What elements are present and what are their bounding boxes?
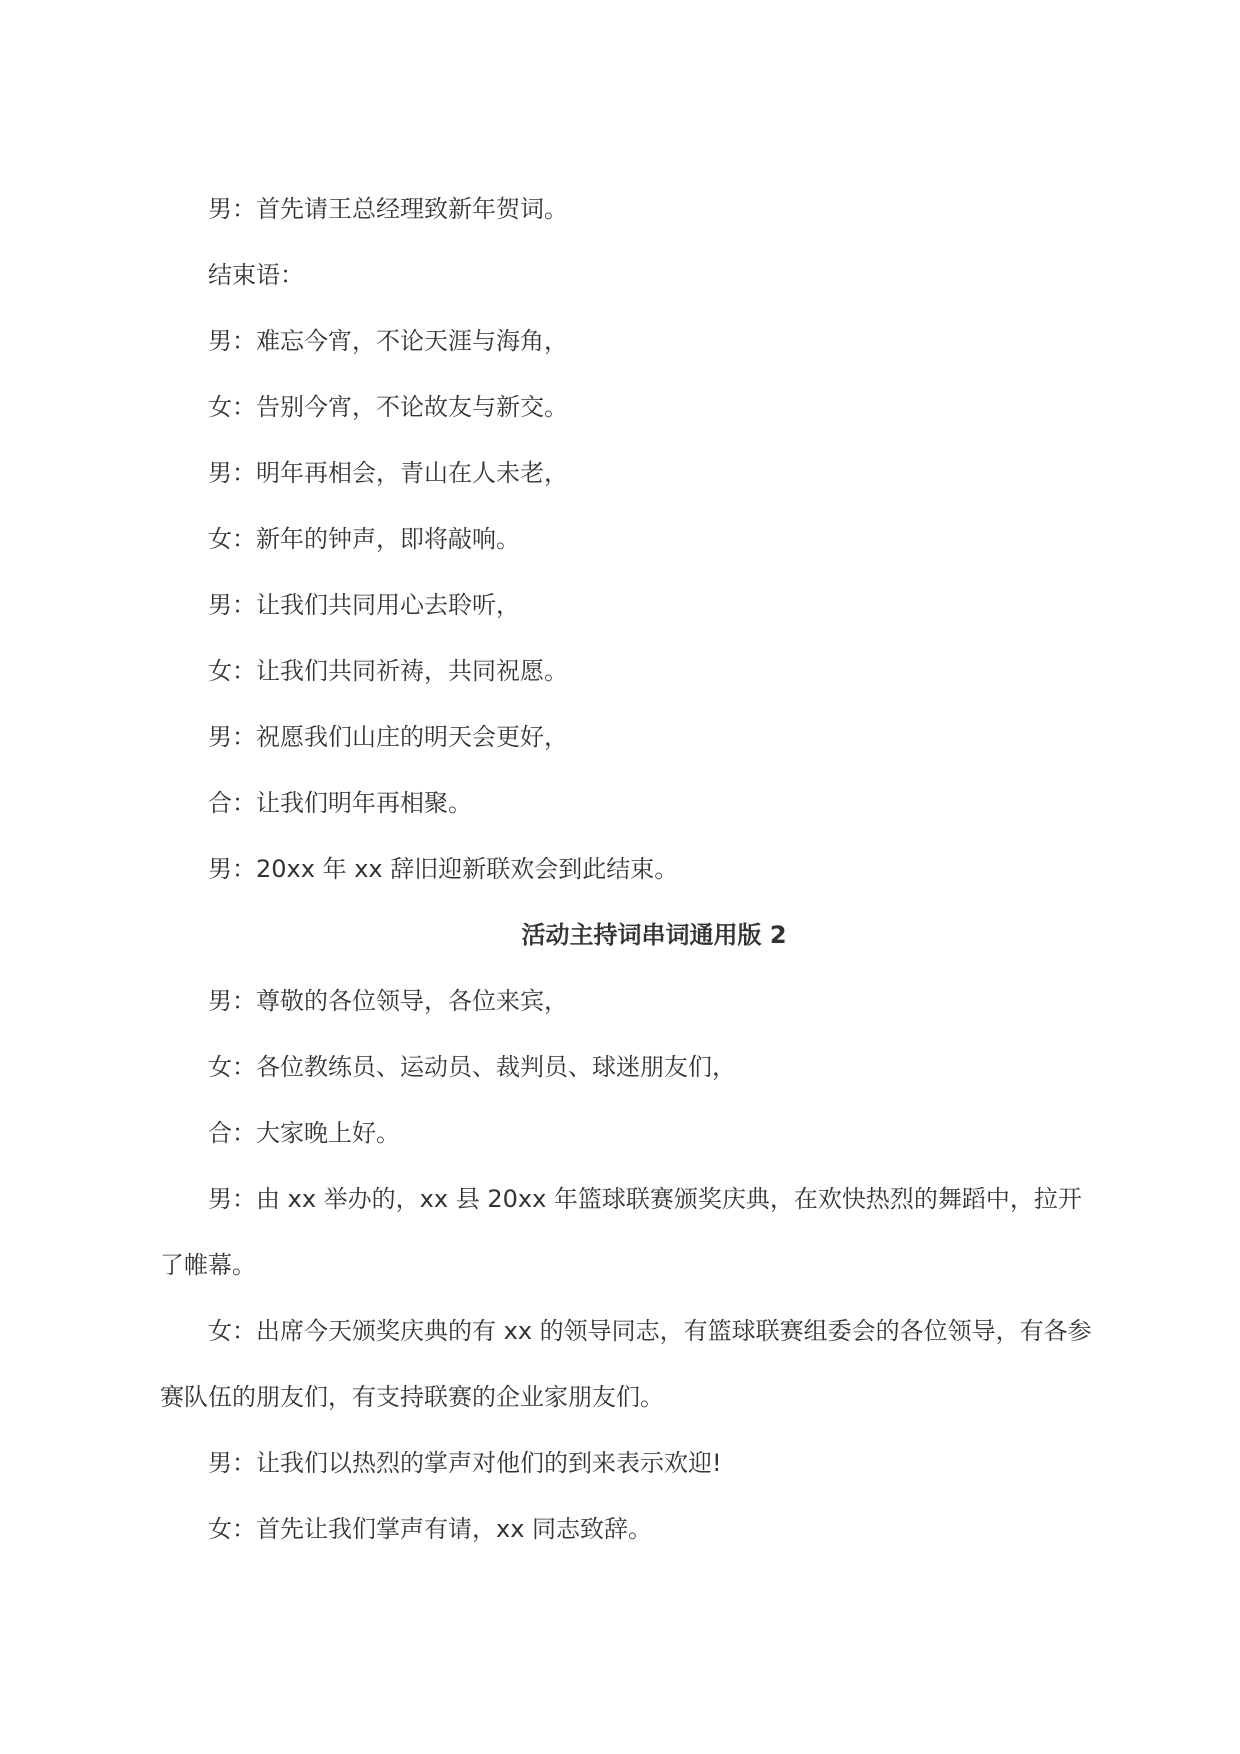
paragraph: 女：各位教练员、运动员、裁判员、球迷朋友们，	[208, 1053, 736, 1081]
paragraph: 女：出席今天颁奖庆典的有 xx 的领导同志，有篮球联赛组委会的各位领导，有各参赛队伍的朋友们，有支持联赛的企业家朋友们。	[160, 1317, 1092, 1411]
paragraph: 男：让我们以热烈的掌声对他们的到来表示欢迎!	[208, 1449, 722, 1477]
paragraph: 男：尊敬的各位领导，各位来宾，	[208, 987, 568, 1015]
paragraph: 结束语：	[208, 261, 304, 289]
paragraph: 女：首先让我们掌声有请，xx 同志致辞。	[208, 1515, 653, 1543]
paragraph: 女：让我们共同祈祷，共同祝愿。	[208, 657, 568, 685]
paragraph: 男：首先请王总经理致新年贺词。	[208, 195, 568, 223]
paragraph: 男：由 xx 举办的，xx 县 20xx 年篮球联赛颁奖庆典，在欢快热烈的舞蹈中，拉开了帷幕。	[160, 1185, 1082, 1279]
paragraph: 女：告别今宵，不论故友与新交。	[208, 393, 568, 421]
paragraph: 男：祝愿我们山庄的明天会更好，	[208, 723, 568, 751]
paragraph: 男：明年再相会，青山在人未老，	[208, 459, 568, 487]
paragraph: 男：让我们共同用心去聆听，	[208, 591, 520, 619]
document-body	[160, 176, 1100, 1562]
section-title: 活动主持词串词通用版 2	[521, 921, 787, 949]
paragraph: 合：让我们明年再相聚。	[208, 789, 472, 817]
paragraph: 男：难忘今宵，不论天涯与海角，	[208, 327, 568, 355]
paragraph: 男：20xx 年 xx 辞旧迎新联欢会到此结束。	[208, 855, 679, 883]
paragraph: 女：新年的钟声，即将敲响。	[208, 525, 520, 553]
paragraph: 合：大家晚上好。	[208, 1119, 400, 1147]
